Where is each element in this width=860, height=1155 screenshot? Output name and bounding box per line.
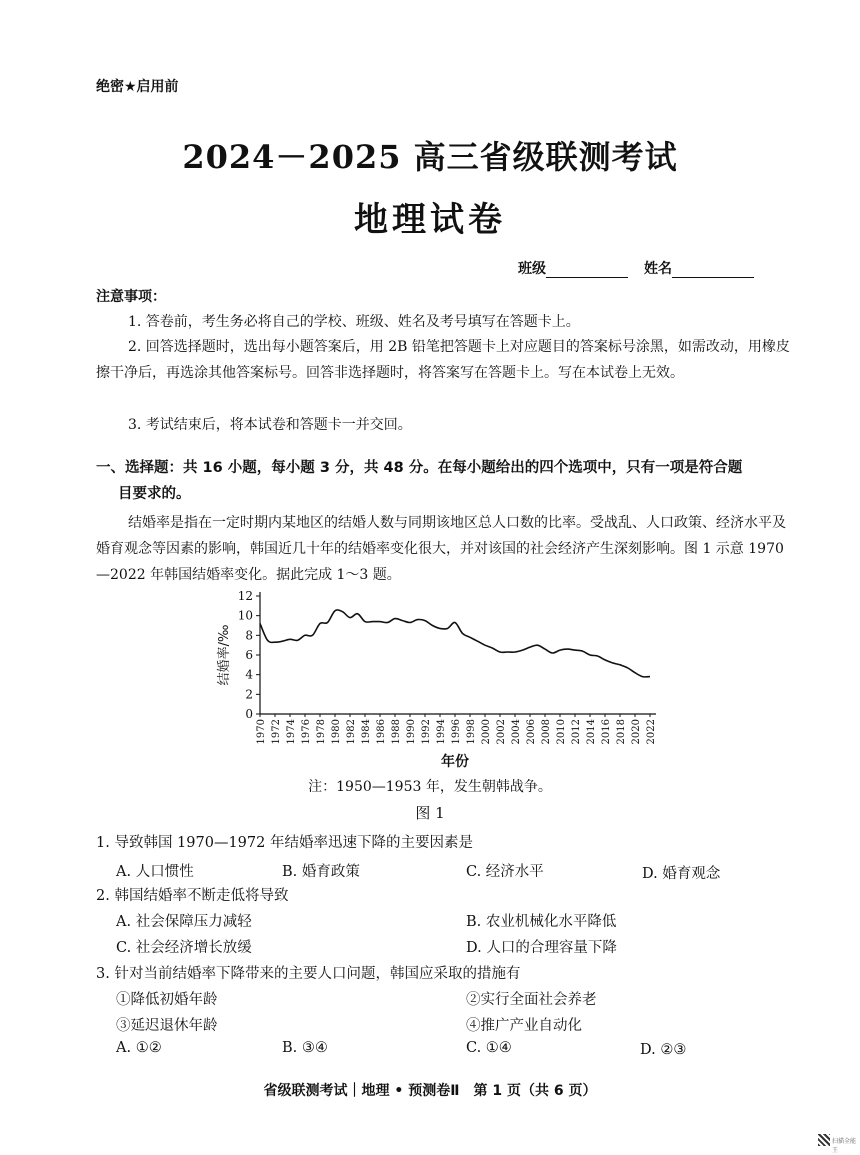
- scanner-watermark: 扫描全能王: [832, 1138, 857, 1154]
- marriage-rate-chart: [210, 588, 670, 774]
- q1-option-c[interactable]: C. 经济水平: [466, 864, 544, 880]
- x-tick-label: 1988: [391, 719, 402, 745]
- q3-option-b[interactable]: B. ③④: [282, 1040, 328, 1056]
- x-tick-label: 1976: [301, 719, 312, 745]
- x-tick-label: 2022: [646, 719, 657, 745]
- series-line-marriage-rate: [260, 610, 650, 677]
- x-tick-label: 2008: [541, 719, 552, 745]
- y-tick-label: 0: [245, 707, 253, 721]
- q3-option-d[interactable]: D. ②③: [640, 1042, 687, 1058]
- class-blank[interactable]: [546, 263, 628, 278]
- q1-option-a[interactable]: A. 人口惯性: [116, 864, 194, 880]
- question-intro: 结婚率是指在一定时期内某地区的结婚人数与同期该地区总人口数的比率。受战乱、人口政策、经济水平及婚育观念等因素的影响，韩国近几十年的结婚率变化很大，并对该国的社会经济产生深刻影响。图 1 示意 1970—2022 年韩国结婚率变化。据此完成 1～3 题。: [96, 515, 786, 583]
- x-tick-label: 1994: [436, 719, 447, 745]
- notice-item-2: 2. 回答选择题时，选出每小题答案后，用 2B 铅笔把答题卡上对应题目的答案标号涂黑，如需改动，用橡皮擦干净后，再选涂其他答案标号。回答非选择题时，将答案写在答题卡上。写在本试卷上无效。: [96, 339, 790, 381]
- x-tick-label: 2000: [481, 719, 492, 745]
- section-line-2: 目要求的。: [118, 486, 191, 502]
- qr-code-icon: [818, 1134, 830, 1146]
- x-tick-label: 2002: [496, 719, 507, 745]
- x-tick-label: 1982: [346, 719, 357, 745]
- x-axis-label: 年份: [441, 754, 469, 770]
- q2-option-b[interactable]: B. 农业机械化水平降低: [466, 914, 617, 930]
- x-tick-label: 1986: [376, 719, 387, 745]
- section-heading: [96, 455, 792, 507]
- x-tick-label: 1984: [361, 719, 372, 745]
- y-axis-label: 结婚率/‰: [217, 624, 232, 686]
- x-tick-label: 2004: [511, 719, 522, 745]
- y-tick-label: 10: [237, 608, 253, 623]
- q2-option-d[interactable]: D. 人口的合理容量下降: [466, 940, 617, 956]
- name-label: 姓名: [644, 261, 672, 277]
- x-tick-label: 2010: [556, 719, 567, 745]
- y-tick-label: 8: [245, 628, 253, 643]
- x-tick-label: 1974: [286, 719, 297, 745]
- subject-title: 地理试卷: [354, 200, 506, 240]
- q3-item-3: ③延迟退休年龄: [116, 1018, 218, 1034]
- x-tick-label: 1970: [256, 719, 267, 745]
- x-tick-label: 2014: [586, 719, 597, 745]
- notice-item-3: 3. 考试结束后，将本试卷和答题卡一并交回。: [128, 417, 412, 433]
- x-tick-label: 1992: [421, 719, 432, 745]
- q3-option-c[interactable]: C. ①④: [466, 1040, 512, 1056]
- x-tick-label: 1990: [406, 719, 417, 745]
- student-fields: [518, 258, 754, 278]
- q3-item-4: ④推广产业自动化: [466, 1018, 582, 1034]
- question-2-stem: 2. 韩国结婚率不断走低将导致: [96, 888, 289, 904]
- y-tick-label: 4: [245, 667, 253, 682]
- chart-note: 注：1950—1953 年，发生朝韩战争。: [308, 779, 552, 795]
- x-tick-label: 2006: [526, 719, 537, 745]
- x-tick-label: 2018: [616, 719, 627, 745]
- x-tick-label: 2016: [601, 719, 612, 745]
- q3-option-a[interactable]: A. ①②: [116, 1040, 162, 1056]
- section-line-1: 一、选择题：共 16 小题，每小题 3 分，共 48 分。在每小题给出的四个选项中，只有一项是符合题: [96, 460, 743, 476]
- figure-caption: 图 1: [415, 804, 445, 822]
- x-tick-label: 2012: [571, 719, 582, 745]
- q2-option-a[interactable]: A. 社会保障压力减轻: [116, 914, 252, 930]
- x-tick-label: 1998: [466, 719, 477, 745]
- x-tick-label: 1978: [316, 719, 327, 745]
- q2-option-c[interactable]: C. 社会经济增长放缓: [116, 940, 252, 956]
- class-label: 班级: [518, 261, 546, 277]
- page-footer: 省级联测考试｜地理 • 预测卷Ⅱ 第 1 页（共 6 页）: [263, 1083, 597, 1099]
- q1-option-b[interactable]: B. 婚育政策: [282, 864, 360, 880]
- y-tick-label: 2: [245, 687, 253, 702]
- x-tick-label: 1972: [271, 719, 282, 745]
- q3-item-2: ②实行全面社会养老: [466, 992, 597, 1008]
- y-tick-label: 6: [245, 648, 253, 662]
- question-1-stem: 1. 导致韩国 1970—1972 年结婚率迅速下降的主要因素是: [96, 835, 473, 851]
- q3-item-1: ①降低初婚年龄: [116, 992, 218, 1008]
- x-tick-label: 1980: [331, 719, 342, 745]
- x-tick-label: 2020: [631, 719, 642, 745]
- notice-item-1: 1. 答卷前，考生务必将自己的学校、班级、姓名及考号填写在答题卡上。: [128, 314, 580, 330]
- y-tick-label: 12: [237, 589, 253, 603]
- confidential-mark: 绝密★启用前: [96, 79, 179, 95]
- q1-option-d[interactable]: D. 婚育观念: [642, 866, 721, 882]
- name-blank[interactable]: [672, 263, 754, 278]
- x-tick-label: 1996: [451, 719, 462, 745]
- exam-title: 2024－2025 高三省级联测考试: [182, 138, 678, 176]
- notice-heading: 注意事项：: [96, 289, 166, 305]
- question-3-stem: 3. 针对当前结婚率下降带来的主要人口问题，韩国应采取的措施有: [96, 966, 521, 982]
